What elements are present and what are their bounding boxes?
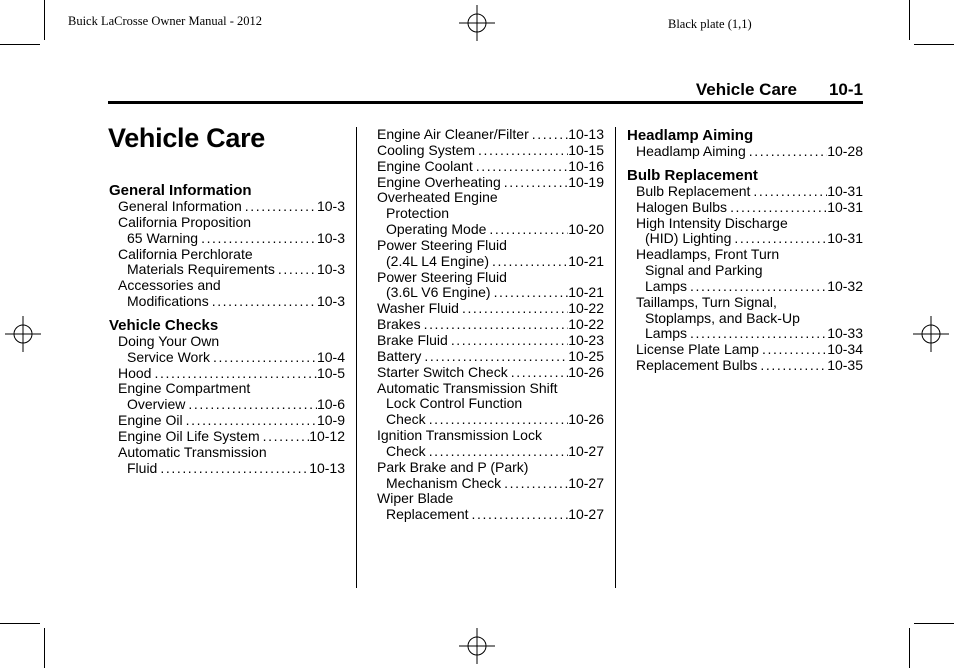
toc-entry-row (377, 127, 604, 143)
toc-entry-title: Engine Oil (118, 412, 183, 429)
toc-entry-row (627, 342, 863, 358)
dot-leader (746, 144, 827, 160)
toc-page-number: 10-23 (568, 331, 604, 348)
toc-entry[interactable] (377, 381, 604, 429)
toc-entry-title: Halogen Bulbs (636, 198, 728, 215)
toc-entry-row (109, 429, 345, 445)
toc-entry[interactable] (627, 216, 863, 248)
dot-leader (198, 231, 317, 247)
toc-entry-row (627, 184, 863, 200)
toc-entry-title: Battery (377, 347, 422, 364)
toc-entry-title: 65 Warning (127, 229, 199, 246)
toc-entry-row (109, 262, 345, 278)
toc-entry-line: Overheated Engine (377, 189, 498, 206)
toc-page-number: 10-31 (827, 198, 863, 215)
toc-page-number: 10-12 (309, 427, 345, 444)
toc-entry[interactable] (377, 333, 604, 349)
running-head-page: 10-1 (828, 80, 863, 99)
toc-entry-row (377, 159, 604, 175)
toc-page-number: 10-6 (316, 396, 345, 413)
toc-entry-row (627, 200, 863, 216)
toc-entry-title: Fluid (127, 459, 158, 476)
toc-page-number: 10-16 (568, 157, 604, 174)
toc-page-number: 10-20 (568, 221, 604, 238)
dot-leader (421, 317, 569, 333)
toc-page-number: 10-27 (568, 442, 604, 459)
dot-leader (275, 262, 317, 278)
toc-entry-row (627, 358, 863, 374)
toc-entry-line: Ignition Transmission Lock (377, 427, 542, 444)
toc-entry-title: (HID) Lighting (645, 230, 732, 247)
toc-section-heading: Bulb Replacement (627, 166, 758, 184)
toc-entry-line: California Perchlorate (118, 245, 253, 262)
toc-entry[interactable] (109, 381, 345, 413)
toc-entry-row (109, 413, 345, 429)
dot-leader (508, 365, 568, 381)
toc-entry-title: Engine Overheating (377, 173, 501, 190)
toc-entry-title: Replacement Bulbs (636, 357, 758, 374)
dot-leader (260, 429, 310, 445)
toc-entry[interactable] (377, 460, 604, 492)
dot-leader (448, 333, 568, 349)
toc-page-number: 10-5 (316, 364, 345, 381)
toc-page-number: 10-15 (568, 141, 604, 158)
dot-leader (421, 349, 568, 365)
toc-entry-title: Bulb Replacement (636, 182, 751, 199)
dot-leader (242, 199, 317, 215)
dot-leader (185, 397, 317, 413)
toc-entry[interactable] (377, 159, 604, 175)
toc-entry[interactable] (627, 200, 863, 216)
toc-entry-title: (2.4L L4 Engine) (386, 252, 489, 269)
toc-page-number: 10-27 (568, 506, 604, 523)
toc-entry-line: Engine Compartment (118, 380, 251, 397)
toc-entry[interactable] (377, 349, 604, 365)
toc-entry-row (377, 507, 604, 523)
dot-leader (687, 279, 827, 295)
toc-entry-row (377, 143, 604, 159)
toc-entry-title: Brake Fluid (377, 331, 448, 348)
crop-mark (0, 44, 40, 45)
toc-page-number: 10-22 (568, 300, 604, 317)
toc-page-number: 10-13 (568, 126, 604, 142)
dot-leader (151, 366, 317, 382)
toc-entry-title: Modifications (127, 293, 209, 310)
toc-entry-line: Power Steering Fluid (377, 268, 507, 285)
toc-entry-title: (3.6L V6 Engine) (386, 284, 491, 301)
toc-entry-row (109, 199, 345, 215)
toc-entry-title: Check (386, 411, 426, 428)
chapter-title: Vehicle Care (108, 123, 266, 153)
toc-entry-line: Doing Your Own (118, 332, 220, 349)
toc-entry-title: Engine Coolant (377, 157, 473, 174)
toc-page-number: 10-27 (568, 474, 604, 491)
toc-page-number: 10-35 (827, 357, 863, 374)
toc-entry-line: Power Steering Fluid (377, 236, 507, 253)
registration-mark-left (5, 316, 41, 352)
toc-entry[interactable] (377, 428, 604, 460)
toc-entry[interactable] (627, 358, 863, 374)
toc-page-number: 10-21 (568, 284, 604, 301)
toc-entry-row (377, 333, 604, 349)
toc-entry-row (377, 317, 604, 333)
toc-section-heading: General Information (109, 182, 252, 199)
toc-page-number: 10-25 (568, 347, 604, 364)
crop-mark (44, 628, 45, 668)
toc-page-number: 10-3 (316, 261, 345, 278)
toc-entry-row (627, 144, 863, 160)
toc-entry-title: Headlamp Aiming (636, 143, 746, 159)
toc-page-number: 10-26 (568, 363, 604, 380)
dot-leader (501, 476, 568, 492)
crop-mark (914, 44, 954, 45)
toc-entry-title: Replacement (386, 506, 469, 523)
toc-entry-line: Park Brake and P (Park) (377, 458, 529, 475)
toc-page-number: 10-3 (316, 229, 345, 246)
toc-entry[interactable] (377, 317, 604, 333)
dot-leader (687, 326, 827, 342)
toc-page-number: 10-21 (568, 252, 604, 269)
dot-leader (491, 285, 569, 301)
toc-entry-row (377, 175, 604, 191)
running-head-section: Vehicle Care (695, 80, 797, 99)
toc-entry-line: Wiper Blade (377, 490, 454, 507)
toc-page-number: 10-34 (827, 341, 863, 358)
toc-page-number: 10-33 (827, 325, 863, 342)
toc-entry-row (377, 222, 604, 238)
toc-entry-title: Cooling System (377, 141, 476, 158)
toc-entry[interactable] (377, 491, 604, 523)
dot-leader (210, 350, 317, 366)
toc-entry-row (109, 366, 345, 382)
toc-page-number: 10-13 (309, 459, 345, 476)
toc-entry-row (377, 365, 604, 381)
dot-leader (757, 358, 827, 374)
toc-entry-line: Automatic Transmission Shift (377, 379, 558, 396)
toc-entry[interactable] (109, 366, 345, 382)
toc-entry[interactable] (627, 247, 863, 295)
toc-page-number: 10-28 (827, 143, 863, 159)
toc-entry[interactable] (627, 144, 863, 160)
toc-entry-row (109, 350, 345, 366)
dot-leader (459, 301, 568, 317)
toc-entry[interactable] (109, 247, 345, 279)
dot-leader (489, 254, 568, 270)
toc-column-2 (377, 127, 604, 523)
dot-leader (501, 175, 568, 191)
toc-page-number: 10-3 (316, 293, 345, 310)
toc-entry-row (109, 294, 345, 310)
toc-entry-title: Overview (127, 396, 186, 413)
dot-leader (473, 159, 568, 175)
dot-leader (475, 143, 568, 159)
toc-entry-title: Brakes (377, 316, 421, 333)
toc-page-number: 10-31 (827, 230, 863, 247)
toc-entry-row (109, 397, 345, 413)
plate-label: Black plate (1,1) (668, 17, 752, 31)
toc-page-number: 10-26 (568, 411, 604, 428)
toc-entry-row (627, 326, 863, 342)
toc-entry-title: Materials Requirements (127, 261, 275, 278)
toc-entry-line: Stoplamps, and Back-Up (645, 309, 800, 326)
toc-section-heading: Vehicle Checks (109, 316, 219, 334)
toc-entry[interactable] (377, 238, 604, 270)
toc-entry-row (377, 349, 604, 365)
toc-entry-line: Protection (386, 205, 450, 222)
column-divider (615, 127, 616, 588)
registration-mark-right (913, 316, 949, 352)
header-rule (108, 101, 863, 104)
running-head (696, 80, 863, 100)
dot-leader (426, 412, 569, 428)
toc-entry-title: Starter Switch Check (377, 363, 508, 380)
dot-leader (750, 184, 827, 200)
toc-entry[interactable] (109, 413, 345, 429)
registration-mark-bottom (459, 628, 495, 664)
toc-entry-title: Washer Fluid (377, 300, 459, 317)
toc-entry[interactable] (627, 184, 863, 200)
column-divider (356, 127, 357, 588)
toc-column-3 (627, 127, 863, 374)
toc-entry-line: California Proposition (118, 213, 252, 230)
dot-leader (759, 342, 827, 358)
toc-entry-title: Engine Oil Life System (118, 427, 260, 444)
dot-leader (529, 127, 568, 143)
toc-entry-title: Check (386, 442, 426, 459)
crop-mark (909, 628, 910, 668)
toc-page-number: 10-3 (316, 198, 345, 214)
toc-entry-line: Automatic Transmission (118, 443, 267, 460)
dot-leader (183, 413, 317, 429)
crop-mark (909, 0, 910, 40)
toc-entry-title: Mechanism Check (386, 474, 502, 491)
toc-entry[interactable] (377, 270, 604, 302)
dot-leader (157, 461, 309, 477)
toc-entry[interactable] (109, 199, 345, 215)
toc-entry[interactable] (377, 175, 604, 191)
toc-entry[interactable] (377, 301, 604, 317)
toc-entry[interactable] (109, 429, 345, 445)
manual-title: Buick LaCrosse Owner Manual - 2012 (68, 14, 263, 28)
toc-entry[interactable] (377, 365, 604, 381)
toc-page-number: 10-31 (827, 182, 863, 199)
toc-entry-line: Headlamps, Front Turn (636, 246, 780, 263)
toc-entry-title: Hood (118, 364, 152, 381)
toc-entry-row (377, 254, 604, 270)
toc-entry-row (377, 444, 604, 460)
dot-leader (426, 444, 569, 460)
toc-entry[interactable] (109, 278, 345, 310)
crop-mark (0, 623, 40, 624)
toc-entry-row (377, 476, 604, 492)
toc-page-number: 10-19 (568, 173, 604, 190)
toc-entry-row (627, 279, 863, 295)
toc-entry[interactable] (377, 127, 604, 143)
toc-entry-title: Operating Mode (386, 221, 487, 238)
toc-entry-title: Lamps (645, 277, 688, 294)
dot-leader (486, 222, 568, 238)
dot-leader (209, 294, 317, 310)
toc-entry[interactable] (377, 143, 604, 159)
toc-column-1 (109, 182, 345, 477)
toc-section-heading: Headlamp Aiming (627, 127, 754, 144)
dot-leader (469, 507, 569, 523)
toc-entry-row (109, 231, 345, 247)
crop-mark (914, 623, 954, 624)
crop-mark (44, 0, 45, 40)
toc-entry-row (109, 461, 345, 477)
toc-page-number: 10-4 (316, 348, 345, 365)
toc-entry-line: Signal and Parking (645, 262, 763, 279)
toc-page-number: 10-32 (827, 277, 863, 294)
toc-entry-row (627, 231, 863, 247)
dot-leader (731, 231, 827, 247)
toc-page-number: 10-9 (316, 412, 345, 429)
toc-entry-title: Engine Air Cleaner/Filter (377, 126, 529, 142)
toc-entry-line: Taillamps, Turn Signal, (636, 293, 777, 310)
toc-entry-title: General Information (118, 198, 242, 214)
toc-page-number: 10-22 (568, 316, 604, 333)
toc-entry-line: Lock Control Function (386, 395, 523, 412)
toc-entry-line: High Intensity Discharge (636, 214, 788, 231)
dot-leader (727, 200, 827, 216)
toc-entry[interactable] (627, 342, 863, 358)
toc-entry-row (377, 301, 604, 317)
toc-entry-line: Accessories and (118, 277, 221, 294)
toc-entry-row (377, 285, 604, 301)
toc-entry-row (377, 412, 604, 428)
toc-entry-title: License Plate Lamp (636, 341, 759, 358)
registration-mark-top (459, 5, 495, 41)
toc-entry[interactable] (109, 445, 345, 477)
toc-entry-title: Service Work (127, 348, 210, 365)
toc-entry-title: Lamps (645, 325, 688, 342)
toc-entry[interactable] (627, 295, 863, 343)
toc-entry[interactable] (109, 334, 345, 366)
toc-entry[interactable] (377, 190, 604, 238)
toc-entry[interactable] (109, 215, 345, 247)
